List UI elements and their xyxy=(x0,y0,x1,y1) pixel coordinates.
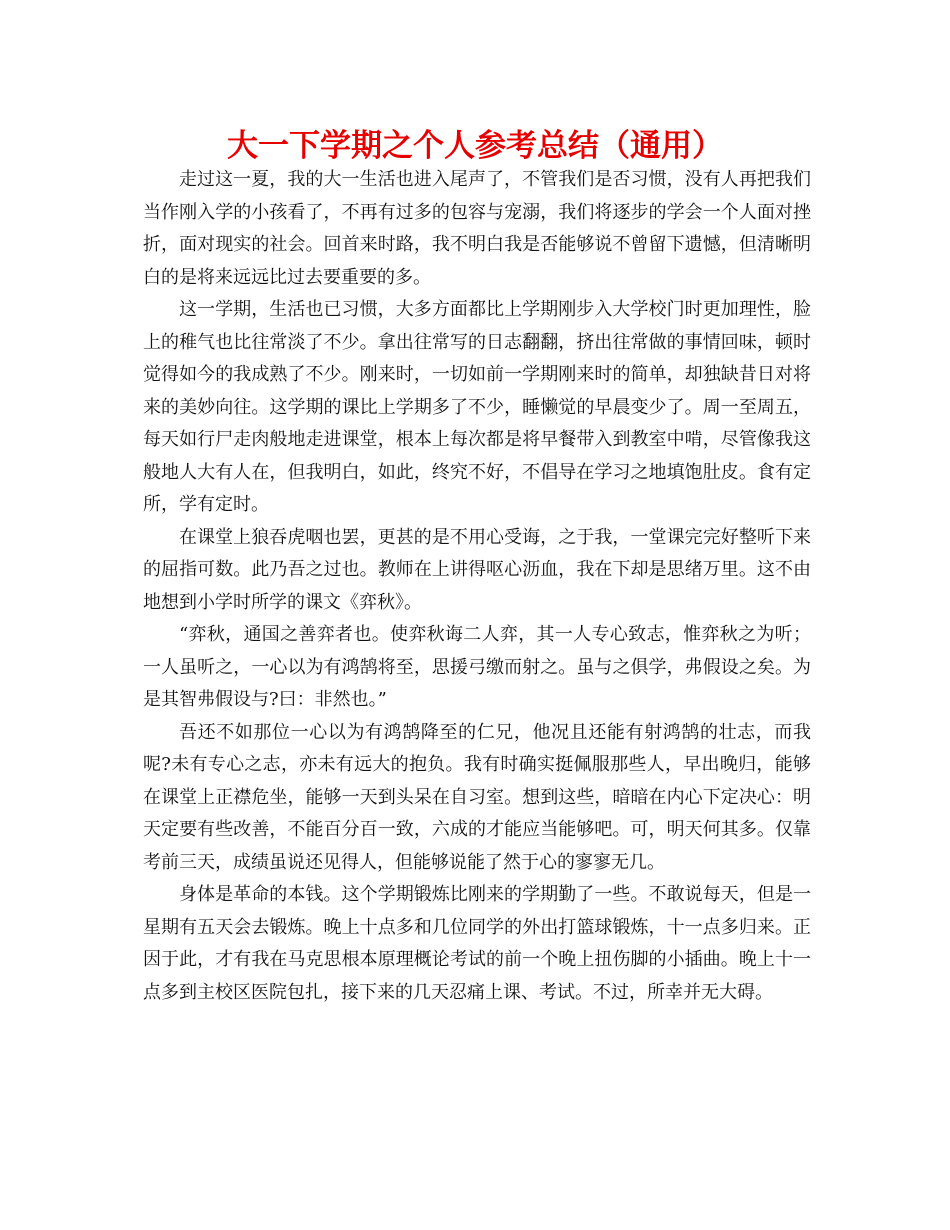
paragraph: 这一学期，生活也已习惯，大多方面都比上学期刚步入大学校门时更加理性，脸上的稚气也比往常淡了不少。拿出往常写的日志翻翻，挤出往常做的事情回味，顿时觉得如今的我成熟了不少。刚来时，一切如前一学期刚来时的简单，却独缺昔日对将来的美妙向往。这学期的课比上学期多了不少，睡懒觉的早晨变少了。周一至周五，每天如行尸走肉般地走进课堂，根本上每次都是将早餐带入到教室中啃，尽管像我这般地人大有人在，但我明白，如此，终究不好，不倡导在学习之地填饱肚皮。食有定所，学有定时。 xyxy=(143,299,811,515)
document-title: 大一下学期之个人参考总结（通用） xyxy=(227,128,723,164)
paragraph: 走过这一夏，我的大一生活也进入尾声了，不管我们是否习惯，没有人再把我们当作刚入学的小孩看了，不再有过多的包容与宠溺，我们将逐步的学会一个人面对挫折，面对现实的社会。回首来时路，我不明白我是否能够说不曾留下遗憾，但清晰明白的是将来远远比过去要重要的多。 xyxy=(143,169,811,288)
paragraph: 吾还不如那位一心以为有鸿鹄降至的仁兄，他况且还能有射鸿鹄的壮志，而我呢?未有专心之志，亦未有远大的抱负。我有时确实挺佩服那些人，早出晚归，能够在课堂上正襟危坐，能够一天到头呆在自习室。想到这些，暗暗在内心下定决心：明天定要有些改善，不能百分百一致，六成的才能应当能够吧。可，明天何其多。仅靠考前三天，成绩虽说还见得人，但能够说能了然于心的寥寥无几。 xyxy=(143,721,811,873)
paragraph: “弈秋，通国之善弈者也。使弈秋诲二人弈，其一人专心致志，惟弈秋之为听；一人虽听之，一心以为有鸿鹄将至，思援弓缴而射之。虽与之俱学，弗假设之矣。为是其智弗假设与?曰：非然也。” xyxy=(143,624,811,710)
paragraph: 身体是革命的本钱。这个学期锻炼比刚来的学期勤了一些。不敢说每天，但是一星期有五天会去锻炼。晚上十点多和几位同学的外出打篮球锻炼，十一点多归来。正因于此，才有我在马克思根本原理概论考试的前一个晚上扭伤脚的小插曲。晚上十一点多到主校区医院包扎，接下来的几天忍痛上课、考试。不过，所幸并无大碍。 xyxy=(143,884,811,1003)
paragraph: 在课堂上狼吞虎咽也罢，更甚的是不用心受诲，之于我，一堂课完完好整听下来的屈指可数。此乃吾之过也。教师在上讲得呕心沥血，我在下却是思绪万里。这不由地想到小学时所学的课文《弈秋》。 xyxy=(143,526,811,613)
document-body xyxy=(143,164,811,1009)
